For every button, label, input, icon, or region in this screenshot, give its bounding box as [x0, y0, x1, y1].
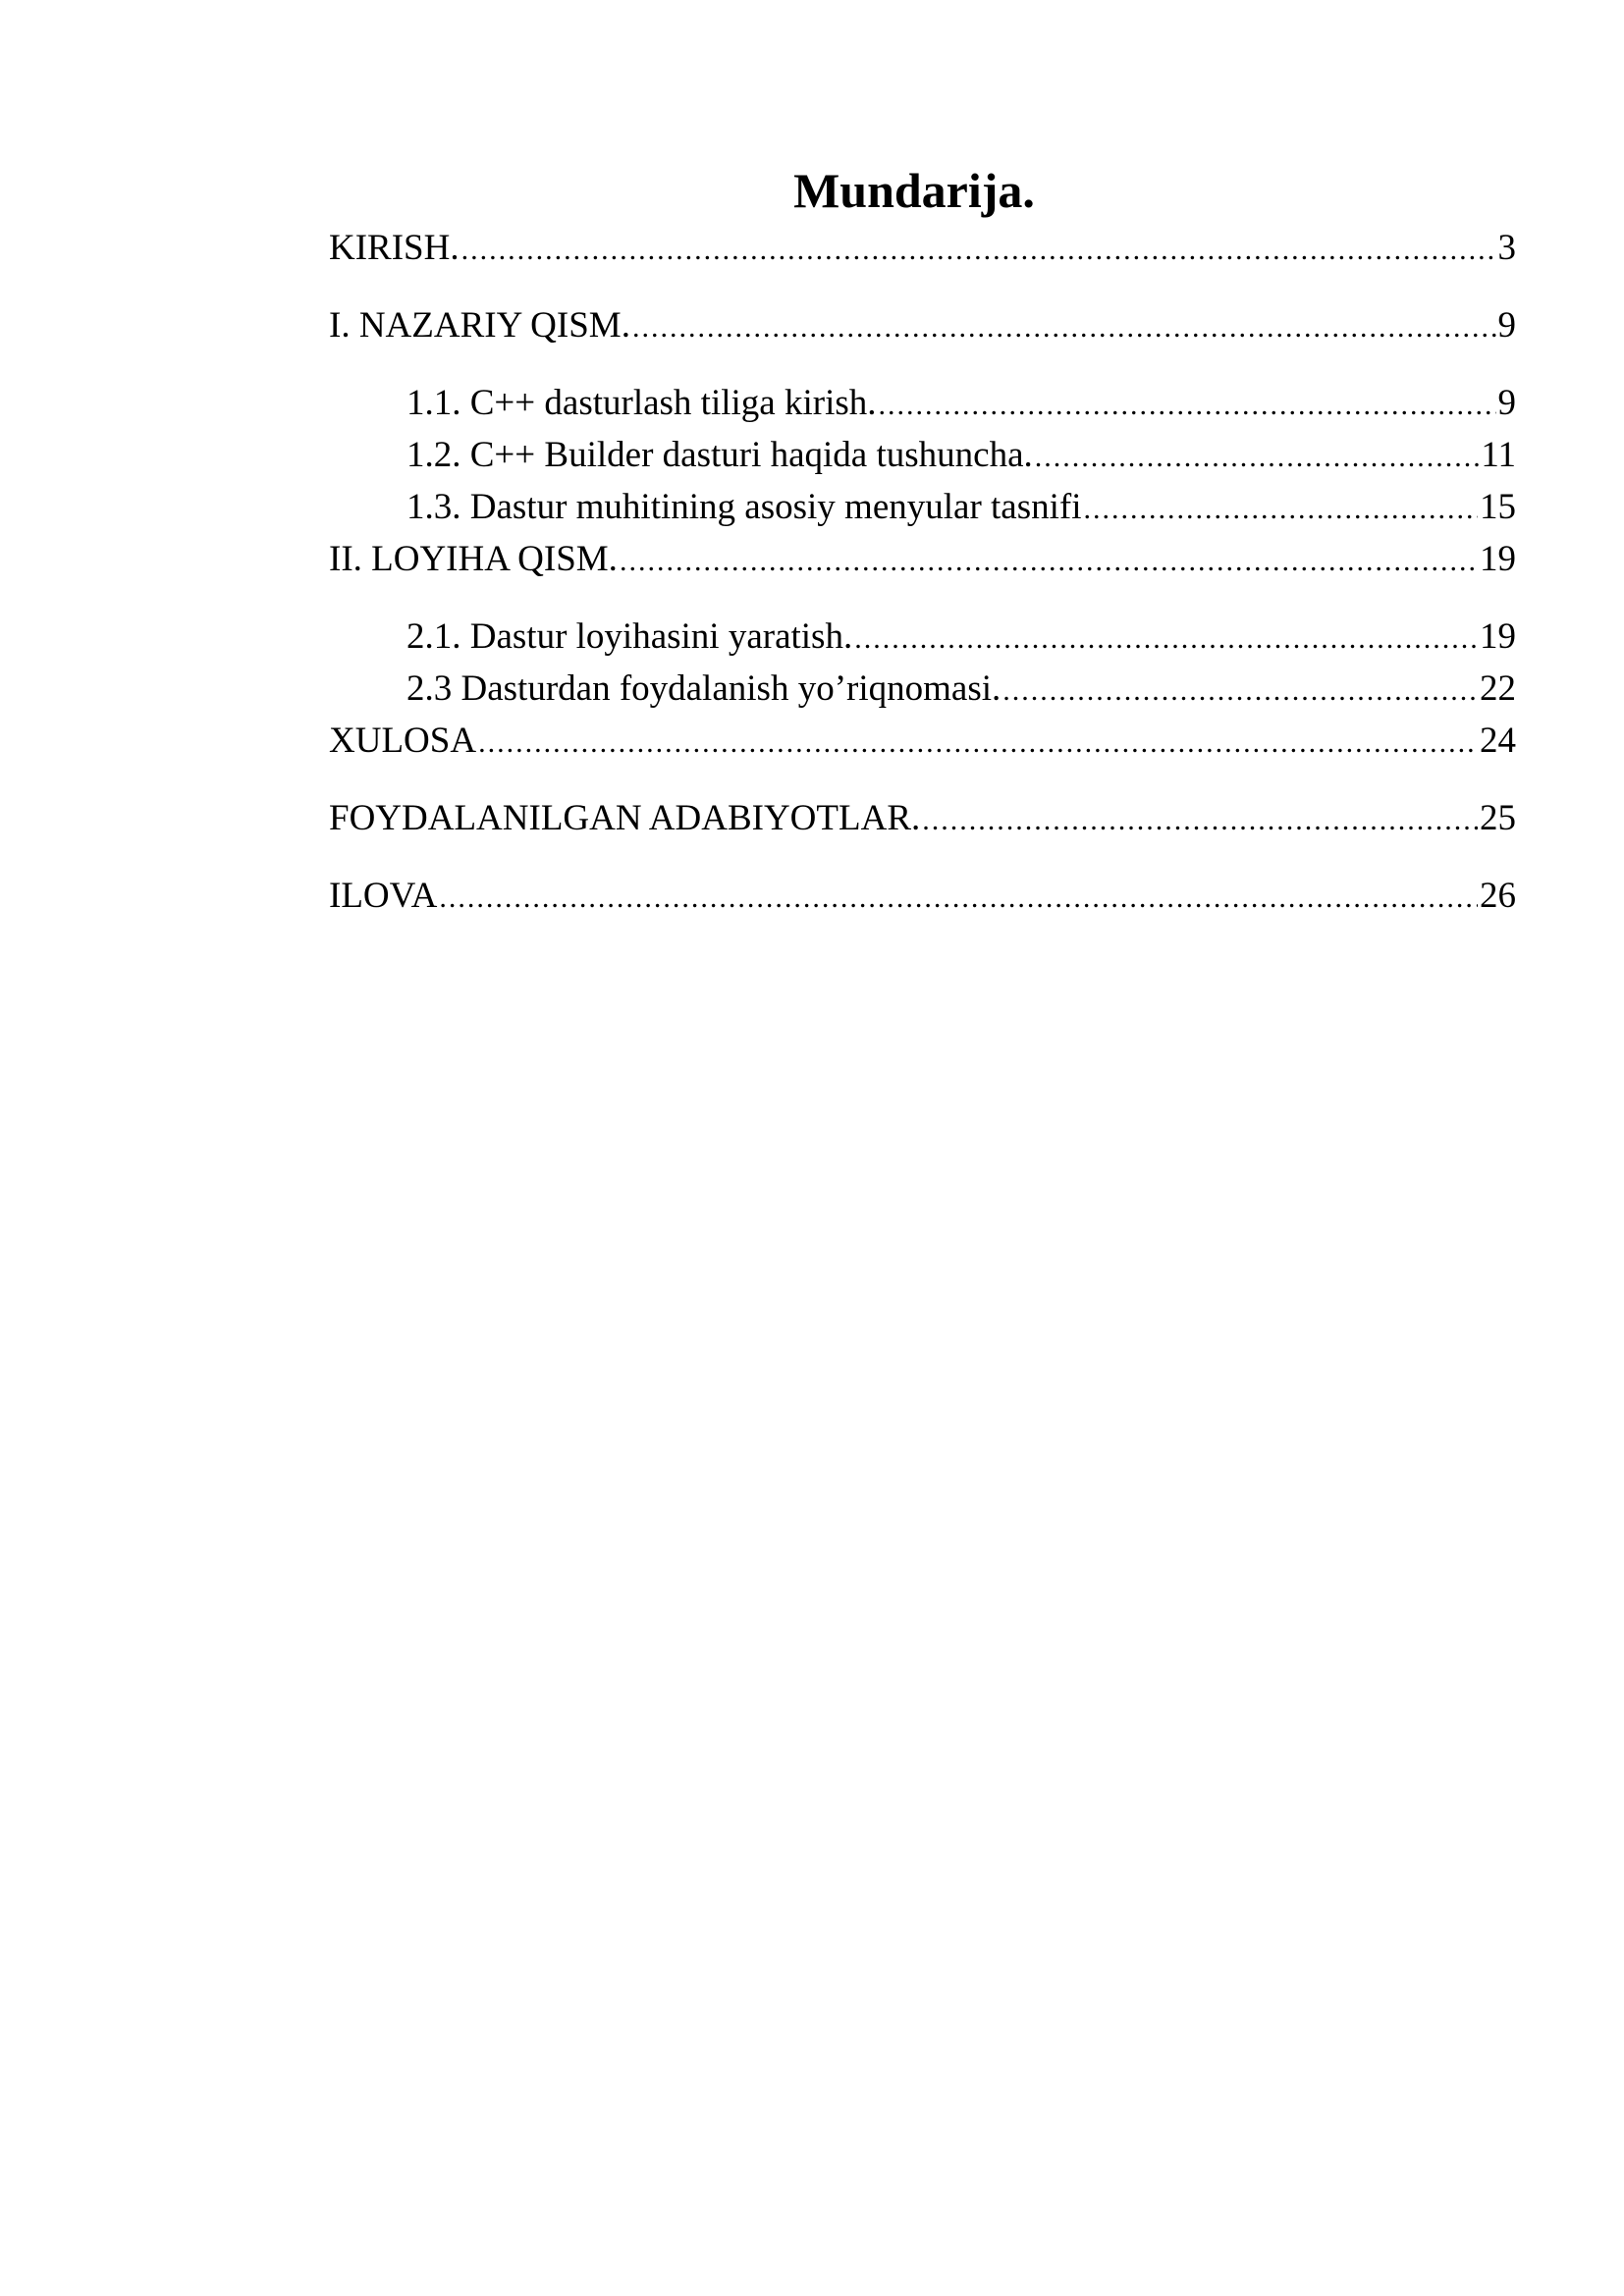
toc-leader-dots	[478, 719, 1478, 768]
toc-entry-page: 24	[1480, 721, 1516, 761]
toc-entry-adabiyotlar[interactable]	[329, 794, 1516, 843]
toc-leader-dots	[1002, 667, 1478, 716]
toc-entry-page: 26	[1480, 876, 1516, 916]
toc-entry-1-3[interactable]	[406, 483, 1516, 532]
toc-leader-dots	[879, 381, 1496, 430]
toc-entry-page: 22	[1480, 668, 1516, 709]
toc-entry-1-1[interactable]	[406, 379, 1516, 428]
toc-entry-1-2[interactable]	[406, 431, 1516, 480]
toc-title: Mundarija.	[793, 163, 1035, 218]
toc-entry-2-3[interactable]	[406, 665, 1516, 714]
toc-leader-dots	[439, 874, 1478, 923]
toc-leader-dots	[922, 796, 1478, 845]
toc-entry-label: 1.1. C++ dasturlash tiliga kirish.	[406, 383, 877, 423]
toc-entry-label: FOYDALANILGAN ADABIYOTLAR.	[329, 798, 921, 838]
toc-leader-dots	[461, 226, 1496, 275]
toc-entry-page: 19	[1480, 616, 1516, 657]
toc-leader-dots	[1035, 433, 1480, 482]
toc-leader-dots	[854, 614, 1478, 664]
toc-entry-label: 2.3 Dasturdan foydalanish yo’riqnomasi.	[406, 668, 1001, 709]
toc-entry-xulosa[interactable]	[329, 717, 1516, 766]
toc-entry-page: 19	[1480, 539, 1516, 579]
toc-entry-label: ILOVA	[329, 876, 438, 916]
toc-leader-dots	[620, 537, 1478, 586]
toc-entry-page: 9	[1497, 383, 1516, 423]
toc-entry-page: 3	[1497, 228, 1516, 268]
toc-entry-nazariy-qism[interactable]	[329, 301, 1516, 350]
toc-entry-ilova[interactable]	[329, 872, 1516, 921]
toc-entry-page: 15	[1480, 487, 1516, 527]
toc-entry-label: 2.1. Dastur loyihasini yaratish.	[406, 616, 853, 657]
toc-entry-label: II. LOYIHA QISM.	[329, 539, 618, 579]
toc-entry-kirish[interactable]	[329, 224, 1516, 273]
toc-entry-2-1[interactable]	[406, 613, 1516, 662]
toc-leader-dots	[1084, 485, 1479, 534]
toc-entry-loyiha-qism[interactable]	[329, 535, 1516, 584]
toc-entry-label: XULOSA	[329, 721, 477, 761]
toc-entry-page: 9	[1497, 305, 1516, 346]
toc-entry-page: 11	[1481, 435, 1516, 475]
toc-leader-dots	[632, 303, 1496, 352]
toc-entry-label: 1.3. Dastur muhitining asosiy menyular tasnifi	[406, 487, 1082, 527]
toc-entry-label: KIRISH.	[329, 228, 460, 268]
toc-entry-label: 1.2. C++ Builder dasturi haqida tushuncha.	[406, 435, 1033, 475]
toc-entry-label: I. NAZARIY QISM.	[329, 305, 630, 346]
toc-entry-page: 25	[1480, 798, 1516, 838]
